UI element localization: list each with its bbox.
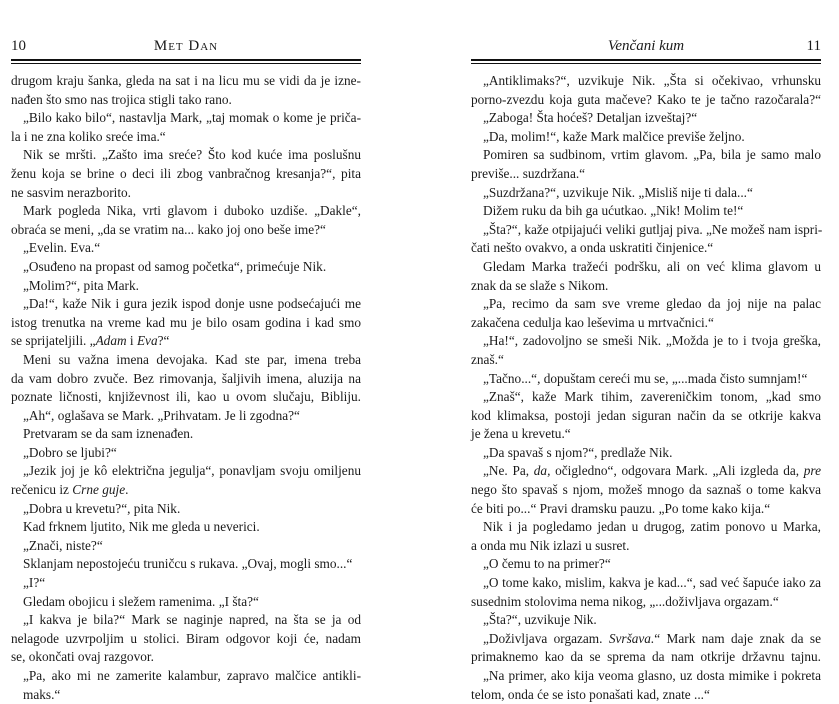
text-line: „Suzdržana?“, uzvikuje Nik. „Misliš nije ti dala...“ — [483, 184, 753, 200]
text-line: susednim stolovima nema nikog, „...doživljava orgazam.“ — [471, 593, 779, 609]
text-line: „Osuđeno na propast od samog početka“, primećuje Nik. — [23, 258, 327, 274]
text-line: istog trenutka na vreme kad mu je bilo osam godina i kad smo — [11, 314, 361, 330]
text-line: obraća se meni, „da se vratim na... kako joj ono beše ime?“ — [11, 221, 326, 237]
text-line: „Pa, recimo da sam sve vreme gledao da joj nije na palac — [483, 296, 821, 312]
right-running-head: Venčani kum — [607, 38, 685, 54]
text-line: nelagode uzvrpoljim u stolici. Biram odgovor koji će, nadam — [11, 630, 361, 646]
text-line: „Bilo kako bilo“, nastavlja Mark, „taj momak o kome je priča- — [23, 110, 361, 126]
text-line: „Šta?“, kaže otpijajući veliki gutljaj piva. „Ne možeš nam ispri- — [483, 221, 823, 237]
text-line: „Ha!“, zadovoljno se smeši Nik. „Možda je to i tvoja greška, — [483, 333, 821, 349]
right-page-text — [471, 72, 821, 704]
text-line: „O čemu to na primer?“ — [483, 556, 611, 572]
right-page-number: 11 — [806, 38, 821, 54]
text-line: „Jezik joj je kô električna jegulja“, ponavljam svoju omiljenu — [23, 463, 361, 479]
text-line: „Da spavaš s njom?“, predlaže Nik. — [483, 444, 673, 460]
text-line: „Pa, ako mi ne zamerite kalambur, zapravo malčice antikli- — [23, 668, 361, 683]
text-line: da vam dobro zvuče. Bez rimovanja, šaljivih imena, aluzija na — [11, 370, 361, 386]
left-page-text — [11, 72, 361, 704]
text-line: „Antiklimaks?“, uzvikuje Nik. „Šta si očekivao, vrhunsku — [483, 73, 821, 88]
text-line: telom, onda će se isto ponašati kad, znate ...“ — [471, 686, 710, 702]
text-line: „Znaš“, kaže Mark tihim, zavereničkim tonom, „kad smo — [483, 389, 821, 405]
text-line: je žena u krevetu.“ — [471, 426, 571, 442]
text-line: će biti po...“ Pravi dramsku pauzu. „Po tome kako kija.“ — [471, 500, 771, 516]
text-line: nego što spavaš s njom, možeš mnogo da saznaš o tome kakva — [471, 482, 821, 498]
text-line: „I?“ — [23, 575, 46, 591]
text-line: čati nešto ovakvo, a onda uskratiti činjenice.“ — [471, 240, 714, 256]
left-header-rule-thin — [11, 63, 361, 64]
text-line: Gledam obojicu i sležem ramenima. „I šta?“ — [23, 593, 259, 609]
text-line: znak da se slaže s Nikom. — [471, 277, 609, 293]
text-line: „Na primer, ako kija veoma glasno, uz dosta mimike i pokreta — [483, 668, 821, 683]
text-line: „I kakva je bila?“ Mark se naginje napred, na šta se ja od — [23, 612, 361, 628]
left-running-head: Met Dan — [153, 38, 219, 54]
text-line: Dižem ruku da bih ga ućutkao. „Nik! Molim te!“ — [483, 203, 744, 219]
text-line: Pretvaram se da sam iznenađen. — [23, 426, 194, 442]
text-line: nađen što smo nas trojica stigli tako rano. — [11, 91, 232, 107]
left-page — [11, 0, 361, 700]
text-line: „Znači, niste?“ — [23, 537, 103, 553]
text-line: a onda mu Nik izlazi u susret. — [471, 537, 630, 553]
left-page-number: 10 — [11, 38, 26, 54]
text-line: Kad frknem ljutito, Nik me gleda u neverici. — [23, 519, 260, 535]
text-line: Meni su važna imena devojaka. Kad ste par, imena treba — [23, 351, 361, 367]
right-page-header — [471, 38, 821, 58]
left-page-header — [11, 38, 361, 58]
text-line: drugom kraju šanka, gleda na sat i na licu mu se vidi da je izne- — [11, 73, 361, 88]
right-page — [471, 0, 821, 700]
text-line: „Molim?“, pita Mark. — [23, 277, 139, 293]
text-line: „Ah“, oglašava se Mark. „Prihvatam. Je li zgodna?“ — [23, 407, 300, 423]
text-line: „Da!“, kaže Nik i gura jezik ispod donje usne podsećajući me — [23, 296, 361, 312]
text-line: znaš.“ — [471, 351, 504, 367]
text-line: „Zaboga! Šta hoćeš? Detaljan izveštaj?“ — [483, 110, 698, 126]
text-line: se, okončati ovaj razgovor. — [11, 649, 154, 665]
text-line: Sklanjam nepostojeću truničcu s rukava. „Ovaj, mogli smo...“ — [23, 556, 353, 572]
text-line: ne sasvim nerazborito. — [11, 184, 132, 200]
text-line: „Dobra u krevetu?“, pita Nik. — [23, 500, 181, 516]
right-header-rule-thin — [471, 63, 821, 64]
text-line: „Doživljava orgazam. Svršava.“ Mark nam daje znak da se — [483, 630, 821, 646]
text-line: primaknemo kao da se sprema da nam otkrije državnu tajnu. — [471, 649, 821, 665]
text-line: maks.“ — [23, 686, 61, 702]
text-line: poznate ličnosti, književnost ili, kao u ovom slučaju, Bibliju. — [11, 389, 361, 405]
text-line: „O tome kako, mislim, kakva je kad...“, sad već šapuće iako za — [483, 575, 821, 591]
right-header-rule-thick — [471, 59, 821, 61]
text-line: previše... suzdržana.“ — [471, 165, 586, 181]
text-line: Nik i ja pogledamo jedan u drugog, zatim ponovo u Marka, — [483, 519, 821, 535]
text-line: porno-zvezdu koja guta mačeve? Kako te je tačno razočarala?“ — [471, 91, 821, 107]
text-line: „Tačno...“, dopuštam cereći mu se, „...mada čisto sumnjam!“ — [483, 370, 808, 386]
text-line: se sprijateljili. „Adam i Eva?“ — [11, 333, 170, 349]
left-header-rule-thick — [11, 59, 361, 61]
text-line: „Šta?“, uzvikuje Nik. — [483, 612, 597, 628]
text-line: „Da, molim!“, kaže Mark malčice previše željno. — [483, 128, 745, 144]
text-line: „Evelin. Eva.“ — [23, 240, 101, 256]
text-line: Gledam Marka tražeći podršku, ali on već klima glavom u — [483, 258, 821, 274]
text-line: ženu koja se brine o deci ili zbog vanbračnog kresanja?“, pita — [11, 165, 361, 181]
text-line: „Dobro se ljubi?“ — [23, 444, 117, 460]
text-line: kod klimaksa, postoji jedan siguran način da se otkrije kakva — [471, 407, 821, 423]
text-line: Nik se mršti. „Zašto ima sreće? Što kod kuće ima poslušnu — [23, 147, 361, 163]
text-line: zakačena cedulja kao leševima u mrtvačnici.“ — [471, 314, 714, 330]
text-line: Mark pogleda Nika, vrti glavom i duboko uzdiše. „Dakle“, — [23, 203, 361, 219]
text-line: rečenicu iz Crne guje. — [11, 482, 129, 498]
text-line: la i ne zna koliko sreće ima.“ — [11, 128, 166, 144]
text-line: „Ne. Pa, da, očigledno“, odgovara Mark. „Ali izgleda da, pre — [483, 463, 822, 479]
text-line: Pomiren sa sudbinom, vrtim glavom. „Pa, bila je samo malo — [483, 147, 821, 163]
